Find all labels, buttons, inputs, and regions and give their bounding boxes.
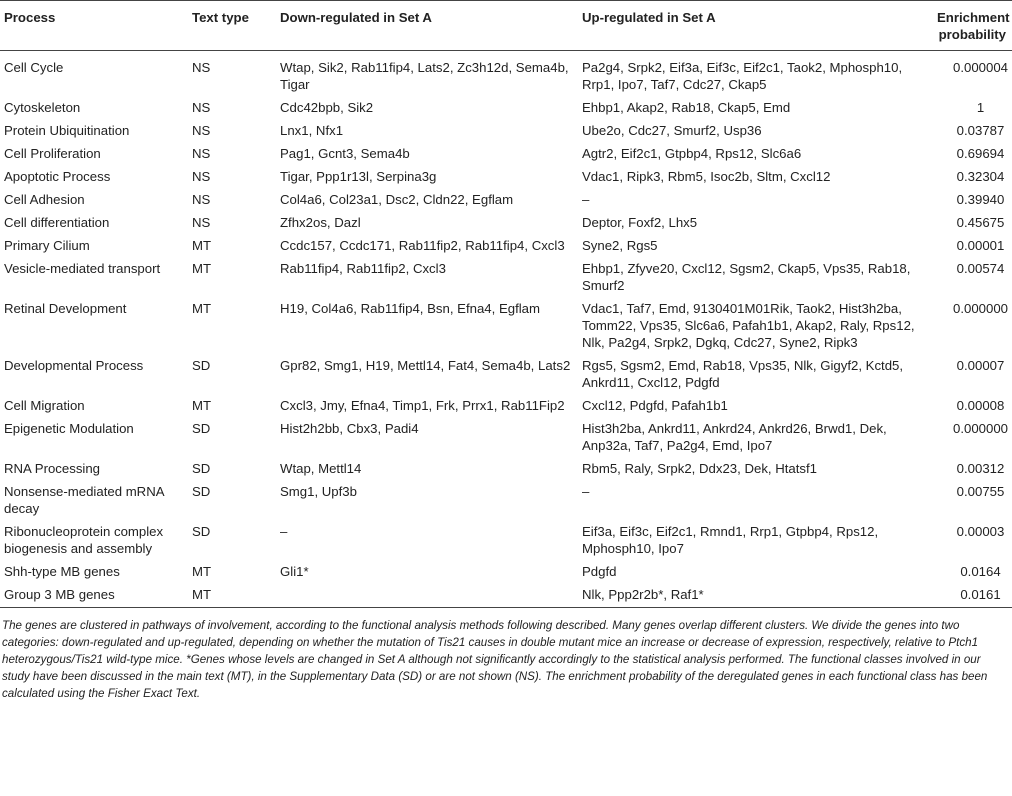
cell-process: Primary Cilium (4, 238, 90, 253)
cell-process: Cytoskeleton (4, 100, 81, 115)
cell-down-regulated: Col4a6, Col23a1, Dsc2, Cldn22, Egflam (280, 192, 514, 207)
cell-up-regulated: Pdgfd (582, 564, 617, 579)
cell-up-regulated: Rbm5, Raly, Srpk2, Ddx23, Dek, Htatsf1 (582, 461, 818, 476)
table-row (0, 520, 1012, 560)
cell-enrichment-probability: 1 (976, 100, 985, 115)
cell-up-regulated: Ehbp1, Akap2, Rab18, Ckap5, Emd (582, 100, 791, 115)
cell-up-regulated: Rgs5, Sgsm2, Emd, Rab18, Vps35, Nlk, Gigyf2, Kctd5, Ankrd11, Cxcl12, Pdgfd (582, 358, 904, 390)
cell-text-type: MT (192, 564, 212, 579)
table-row (0, 583, 1012, 608)
cell-down-regulated: Wtap, Mettl14 (280, 461, 362, 476)
table-row (0, 234, 1012, 257)
cell-up-regulated: Ehbp1, Zfyve20, Cxcl12, Sgsm2, Ckap5, Vps35, Rab18, Smurf2 (582, 261, 911, 293)
cell-down-regulated: Smg1, Upf3b (280, 484, 357, 499)
cell-process: Group 3 MB genes (0, 583, 188, 608)
cell-enrichment-probability: 0.00574 (956, 261, 1005, 276)
cell-enrichment-probability: 0.000000 (953, 301, 1009, 316)
cell-enrichment-probability: 0.000004 (953, 60, 1009, 75)
cell-up-regulated: Eif3a, Eif3c, Eif2c1, Rmnd1, Rrp1, Gtpbp4, Rps12, Mphosph10, Ipo7 (582, 524, 879, 556)
cell-text-type: MT (192, 301, 212, 316)
cell-down-regulated (276, 583, 578, 608)
cell-process: Nonsense-mediated mRNA decay (4, 484, 164, 516)
cell-process: Cell Migration (4, 398, 85, 413)
cell-enrichment-probability: 0.0164 (960, 564, 1001, 579)
cell-up-regulated: – (582, 192, 590, 207)
cell-text-type: SD (192, 484, 211, 499)
cell-enrichment-probability: 0.0161 (933, 583, 1012, 608)
cell-up-regulated: Cxcl12, Pdgfd, Pafah1b1 (582, 398, 728, 413)
cell-down-regulated: Wtap, Sik2, Rab11fip4, Lats2, Zc3h12d, Sema4b, Tigar (280, 60, 569, 92)
cell-enrichment-probability: 0.00007 (956, 358, 1005, 373)
table-row (0, 188, 1012, 211)
cell-text-type: MT (188, 583, 276, 608)
cell-down-regulated: Tigar, Ppp1r13l, Serpina3g (280, 169, 437, 184)
table-row (0, 211, 1012, 234)
cell-process: Ribonucleoprotein complex biogenesis and assembly (4, 524, 164, 556)
cell-up-regulated: – (582, 484, 590, 499)
cell-text-type: NS (192, 215, 211, 230)
table-row (0, 142, 1012, 165)
cell-process: Protein Ubiquitination (4, 123, 130, 138)
table-row (0, 394, 1012, 417)
cell-enrichment-probability: 0.00008 (956, 398, 1005, 413)
cell-text-type: NS (192, 169, 211, 184)
cell-text-type: SD (192, 461, 211, 476)
cell-enrichment-probability: 0.00003 (956, 524, 1005, 539)
cell-text-type: NS (192, 123, 211, 138)
cell-up-regulated: Hist3h2ba, Ankrd11, Ankrd24, Ankrd26, Brwd1, Dek, Anp32a, Taf7, Pa2g4, Emd, Ipo7 (582, 421, 887, 453)
cell-enrichment-probability: 0.00755 (956, 484, 1005, 499)
header-enrichment-probability: Enrichment probability (933, 1, 1012, 51)
cell-enrichment-probability: 0.45675 (956, 215, 1005, 230)
cell-down-regulated: Gli1* (280, 564, 309, 579)
cell-up-regulated: Syne2, Rgs5 (582, 238, 658, 253)
cell-text-type: SD (192, 421, 211, 436)
cell-up-regulated: Nlk, Ppp2r2b*, Raf1* (578, 583, 933, 608)
cell-up-regulated: Agtr2, Eif2c1, Gtpbp4, Rps12, Slc6a6 (582, 146, 802, 161)
cell-down-regulated: Lnx1, Nfx1 (280, 123, 344, 138)
cell-down-regulated: Cdc42bpb, Sik2 (280, 100, 374, 115)
cell-process: Cell Adhesion (4, 192, 85, 207)
cell-up-regulated: Pa2g4, Srpk2, Eif3a, Eif3c, Eif2c1, Taok2, Mphosph10, Rrp1, Ipo7, Taf7, Cdc27, Ckap5 (582, 60, 903, 92)
header-text-type: Text type (188, 1, 276, 51)
cell-process: Cell Cycle (4, 60, 64, 75)
cell-process: RNA Processing (4, 461, 101, 476)
table-body (0, 51, 1012, 608)
cell-process: Cell Proliferation (4, 146, 101, 161)
table-row (0, 354, 1012, 394)
cell-text-type: MT (192, 238, 212, 253)
cell-up-regulated: Ube2o, Cdc27, Smurf2, Usp36 (582, 123, 762, 138)
cell-enrichment-probability: 0.39940 (956, 192, 1005, 207)
table-footnote: The genes are clustered in pathways of involvement, according to the functional analysis methods following described. Many genes overlap different clusters. We divide the genes into two categories: down-regulated and up-regulated, depending on whether the mutation of Tis21 causes in double mutant mice an increase or decrease of expression, respectively, relative to Ptch1 heterozygous/Tis21 wild-type mice. *Genes whose levels are changed in Set A although not significantly accordingly to the statistical analysis performed. The functional classes involved in our study have been discussed in the main text (MT), in the Supplementary Data (SD) or are not shown (NS). The enrichment probability of the deregulated genes in each functional class has been calculated using the Fisher Exact Text. (2, 619, 988, 700)
header-process: Process (0, 1, 188, 51)
cell-enrichment-probability: 0.00001 (956, 238, 1005, 253)
cell-down-regulated: Ccdc157, Ccdc171, Rab11fip2, Rab11fip4, Cxcl3 (280, 238, 565, 253)
cell-process: Epigenetic Modulation (4, 421, 134, 436)
table-row (0, 480, 1012, 520)
header-up-regulated: Up-regulated in Set A (578, 1, 933, 51)
cell-up-regulated: Vdac1, Ripk3, Rbm5, Isoc2b, Sltm, Cxcl12 (582, 169, 831, 184)
cell-text-type: NS (192, 100, 211, 115)
cell-down-regulated: Zfhx2os, Dazl (280, 215, 361, 230)
cell-enrichment-probability: 0.00312 (956, 461, 1005, 476)
cell-process: Vesicle-mediated transport (4, 261, 161, 276)
cell-process: Developmental Process (4, 358, 144, 373)
cell-text-type: MT (192, 261, 212, 276)
cell-down-regulated: Cxcl3, Jmy, Efna4, Timp1, Frk, Prrx1, Rab11Fip2 (280, 398, 565, 413)
table-row (0, 560, 1012, 583)
cell-text-type: NS (192, 146, 211, 161)
cell-process: Retinal Development (4, 301, 127, 316)
header-down-regulated: Down-regulated in Set A (276, 1, 578, 51)
cell-text-type: SD (192, 524, 211, 539)
cell-down-regulated: – (280, 524, 288, 539)
cell-text-type: NS (192, 192, 211, 207)
cell-down-regulated: Hist2h2bb, Cbx3, Padi4 (280, 421, 419, 436)
table-row (0, 417, 1012, 457)
cell-down-regulated: Rab11fip4, Rab11fip2, Cxcl3 (280, 261, 446, 276)
table-row (0, 457, 1012, 480)
cell-enrichment-probability: 0.32304 (956, 169, 1005, 184)
table-row (0, 257, 1012, 297)
header-row (0, 1, 1012, 51)
cell-text-type: NS (192, 60, 211, 75)
cell-up-regulated: Vdac1, Taf7, Emd, 9130401M01Rik, Taok2, Hist3h2ba, Tomm22, Vps35, Slc6a6, Pafah1b1, Akap2, Raly, Rps12, Nlk, Pa2g4, Srpk2, Dgkq, Cdc27, Syne2, Ripk3 (582, 301, 915, 350)
cell-process: Shh-type MB genes (4, 564, 120, 579)
cell-text-type: MT (192, 398, 212, 413)
cell-enrichment-probability: 0.69694 (956, 146, 1005, 161)
table-row (0, 165, 1012, 188)
cell-process: Cell differentiation (4, 215, 110, 230)
cell-down-regulated: H19, Col4a6, Rab11fip4, Bsn, Efna4, Egflam (280, 301, 540, 316)
cell-text-type: SD (192, 358, 211, 373)
table-row (0, 51, 1012, 97)
cell-up-regulated: Deptor, Foxf2, Lhx5 (582, 215, 698, 230)
table-row (0, 297, 1012, 354)
cell-down-regulated: Gpr82, Smg1, H19, Mettl14, Fat4, Sema4b, Lats2 (280, 358, 571, 373)
cell-process: Apoptotic Process (4, 169, 111, 184)
table-row (0, 119, 1012, 142)
cell-down-regulated: Pag1, Gcnt3, Sema4b (280, 146, 410, 161)
table-row (0, 96, 1012, 119)
cell-enrichment-probability: 0.03787 (956, 123, 1005, 138)
cell-enrichment-probability: 0.000000 (953, 421, 1009, 436)
